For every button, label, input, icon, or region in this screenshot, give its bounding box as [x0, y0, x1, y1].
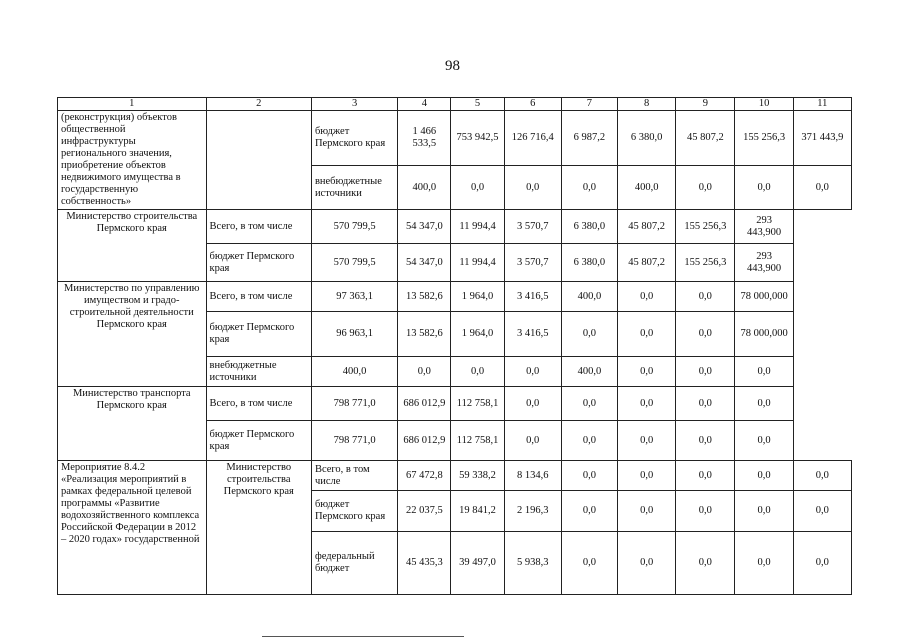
funding-source: Всего, в том числе [206, 387, 311, 421]
value-cell: 0,0 [504, 166, 561, 210]
value-cell: 0,0 [735, 166, 793, 210]
value-cell: 11 994,4 [451, 244, 504, 282]
value-cell: 155 256,3 [735, 111, 793, 166]
value-cell: 1 964,0 [451, 282, 504, 312]
value-cell: 293 443,900 [735, 244, 793, 282]
value-cell: 753 942,5 [451, 111, 504, 166]
value-cell: 0,0 [618, 532, 676, 595]
value-cell: 6 380,0 [618, 111, 676, 166]
value-cell: 126 716,4 [504, 111, 561, 166]
value-cell: 78 000,000 [735, 282, 793, 312]
value-cell: 67 472,8 [398, 461, 451, 491]
value-cell: 22 037,5 [398, 491, 451, 532]
value-cell: 112 758,1 [451, 387, 504, 421]
column-header: 3 [311, 98, 397, 111]
funding-source: федеральный бюджет [311, 532, 397, 595]
value-cell: 19 841,2 [451, 491, 504, 532]
funding-source: бюджет Пермского края [206, 421, 311, 461]
value-cell: 0,0 [504, 387, 561, 421]
value-cell: 0,0 [618, 491, 676, 532]
value-cell: 13 582,6 [398, 312, 451, 357]
funding-source: внебюджетные источники [206, 357, 311, 387]
funding-source: внебюджетные источники [311, 166, 397, 210]
column-header: 6 [504, 98, 561, 111]
value-cell: 0,0 [793, 532, 851, 595]
table-row [58, 111, 852, 166]
value-cell: 0,0 [793, 166, 851, 210]
value-cell: 570 799,5 [311, 210, 397, 244]
value-cell: 0,0 [735, 491, 793, 532]
value-cell: 400,0 [311, 357, 397, 387]
value-cell: 0,0 [504, 421, 561, 461]
column-header: 4 [398, 98, 451, 111]
value-cell: 155 256,3 [676, 210, 735, 244]
column-header: 9 [676, 98, 735, 111]
value-cell: 0,0 [561, 421, 617, 461]
budget-table [57, 97, 852, 595]
value-cell: 0,0 [676, 387, 735, 421]
value-cell: 0,0 [735, 421, 793, 461]
value-cell: 0,0 [676, 461, 735, 491]
value-cell: 0,0 [618, 421, 676, 461]
funding-source: бюджет Пермского края [206, 312, 311, 357]
value-cell: 400,0 [618, 166, 676, 210]
value-cell: 6 380,0 [561, 244, 617, 282]
executor-name: Министерство строительства Пермского края [58, 210, 207, 282]
value-cell: 3 416,5 [504, 312, 561, 357]
value-cell: 0,0 [561, 387, 617, 421]
value-cell: 0,0 [676, 282, 735, 312]
table-row [58, 387, 852, 421]
value-cell: 0,0 [676, 532, 735, 595]
value-cell: 155 256,3 [676, 244, 735, 282]
measure-description: Мероприятие 8.4.2 «Реализация мероприятий в рамках федеральной целевой программы «Развитие водохозяйственного комплекса Российской Федерации в 2012 – 2020 годах» государственной [58, 461, 207, 595]
value-cell: 400,0 [398, 166, 451, 210]
funding-source: бюджет Пермского края [311, 111, 397, 166]
value-cell: 97 363,1 [311, 282, 397, 312]
value-cell: 686 012,9 [398, 387, 451, 421]
value-cell: 0,0 [451, 166, 504, 210]
column-header: 8 [618, 98, 676, 111]
table-row [58, 282, 852, 312]
column-header: 1 [58, 98, 207, 111]
value-cell: 45 807,2 [618, 210, 676, 244]
value-cell: 3 416,5 [504, 282, 561, 312]
value-cell: 45 807,2 [618, 244, 676, 282]
value-cell: 6 987,2 [561, 111, 617, 166]
value-cell: 0,0 [676, 491, 735, 532]
value-cell: 112 758,1 [451, 421, 504, 461]
footer-rule [262, 636, 464, 637]
value-cell: 59 338,2 [451, 461, 504, 491]
value-cell: 5 938,3 [504, 532, 561, 595]
value-cell: 0,0 [676, 166, 735, 210]
value-cell: 0,0 [618, 387, 676, 421]
value-cell: 0,0 [561, 491, 617, 532]
page-number: 98 [445, 58, 460, 74]
value-cell: 96 963,1 [311, 312, 397, 357]
value-cell: 400,0 [561, 282, 617, 312]
value-cell: 78 000,000 [735, 312, 793, 357]
value-cell: 0,0 [676, 312, 735, 357]
value-cell: 0,0 [618, 282, 676, 312]
value-cell: 0,0 [561, 312, 617, 357]
funding-source: бюджет Пермского края [206, 244, 311, 282]
value-cell: 13 582,6 [398, 282, 451, 312]
value-cell: 54 347,0 [398, 244, 451, 282]
value-cell: 3 570,7 [504, 210, 561, 244]
value-cell: 371 443,9 [793, 111, 851, 166]
executor-cell-empty [206, 111, 311, 210]
value-cell: 0,0 [618, 357, 676, 387]
value-cell: 0,0 [735, 387, 793, 421]
executor-name: Министерство транспорта Пермского края [58, 387, 207, 461]
executor-name: Министерство по управлению имуществом и градо-строительной деятельности Пермского края [58, 282, 207, 387]
funding-source: Всего, в том числе [311, 461, 397, 491]
value-cell: 0,0 [735, 461, 793, 491]
value-cell: 0,0 [735, 357, 793, 387]
value-cell: 0,0 [561, 166, 617, 210]
column-header: 11 [793, 98, 851, 111]
value-cell: 45 807,2 [676, 111, 735, 166]
value-cell: 0,0 [676, 357, 735, 387]
value-cell: 1 964,0 [451, 312, 504, 357]
value-cell: 400,0 [561, 357, 617, 387]
value-cell: 45 435,3 [398, 532, 451, 595]
executor-name: Министерство строительства Пермского края [206, 461, 311, 595]
value-cell: 0,0 [618, 312, 676, 357]
column-header: 2 [206, 98, 311, 111]
value-cell: 570 799,5 [311, 244, 397, 282]
value-cell: 6 380,0 [561, 210, 617, 244]
value-cell: 0,0 [561, 461, 617, 491]
measure-description: (реконструкция) объектов общественной инфраструктуры регионального значения, приобретение объектов недвижимого имущества в государственную собственность» [58, 111, 207, 210]
value-cell: 39 497,0 [451, 532, 504, 595]
column-header: 10 [735, 98, 793, 111]
value-cell: 2 196,3 [504, 491, 561, 532]
header-row [58, 98, 852, 111]
value-cell: 798 771,0 [311, 421, 397, 461]
value-cell: 0,0 [398, 357, 451, 387]
funding-source: Всего, в том числе [206, 282, 311, 312]
value-cell: 0,0 [504, 357, 561, 387]
value-cell: 8 134,6 [504, 461, 561, 491]
value-cell: 0,0 [451, 357, 504, 387]
value-cell: 0,0 [618, 461, 676, 491]
value-cell: 0,0 [793, 491, 851, 532]
column-header: 7 [561, 98, 617, 111]
value-cell: 54 347,0 [398, 210, 451, 244]
funding-source: Всего, в том числе [206, 210, 311, 244]
value-cell: 3 570,7 [504, 244, 561, 282]
table-row [58, 461, 852, 491]
column-header: 5 [451, 98, 504, 111]
value-cell: 11 994,4 [451, 210, 504, 244]
value-cell: 0,0 [735, 532, 793, 595]
value-cell: 1 466 533,5 [398, 111, 451, 166]
value-cell: 798 771,0 [311, 387, 397, 421]
value-cell: 293 443,900 [735, 210, 793, 244]
value-cell: 686 012,9 [398, 421, 451, 461]
value-cell: 0,0 [561, 532, 617, 595]
value-cell: 0,0 [793, 461, 851, 491]
funding-source: бюджет Пермского края [311, 491, 397, 532]
table-row [58, 210, 852, 244]
value-cell: 0,0 [676, 421, 735, 461]
